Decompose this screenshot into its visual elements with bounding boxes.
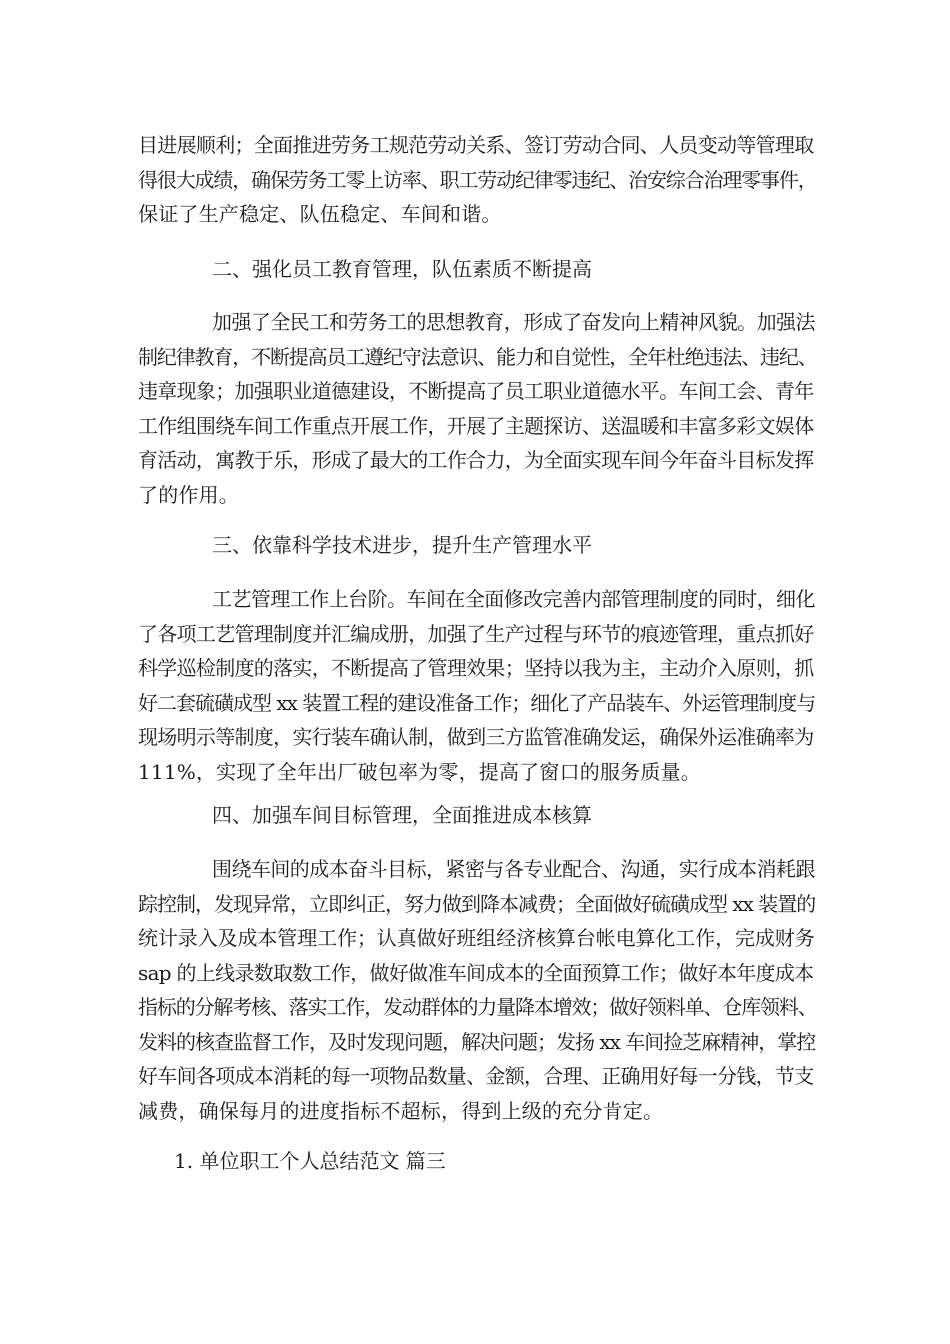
paragraph-line: 发料的核查监督工作，及时发现问题，解决问题；发扬 xx 车间捡芝麻精神，掌控 bbox=[138, 1029, 816, 1054]
paragraph-line: 工作组围绕车间工作重点开展工作，开展了主题探访、送温暖和丰富多彩文娱体 bbox=[138, 413, 814, 438]
paragraph-line: 统计录入及成本管理工作；认真做好班组经济核算台帐电算化工作，完成财务 bbox=[138, 926, 815, 950]
paragraph-line: 违章现象；加强职业道德建设，不断提高了员工职业道德水平。车间工会、青年 bbox=[138, 379, 814, 403]
paragraph-line: 减费，确保每月的进度指标不超标，得到上级的充分肯定。 bbox=[138, 1098, 664, 1123]
paragraph-line: 指标的分解考核、落实工作，发动群体的力量降本增效；做好领料单、仓库领料、 bbox=[138, 995, 817, 1019]
paragraph-line: 制纪律教育，不断提高员工遵纪守法意识、能力和自觉性，全年杜绝违法、违纪、 bbox=[138, 344, 817, 369]
paragraph-line: 围绕车间的成本奋斗目标，紧密与各专业配合、沟通，实行成本消耗跟 bbox=[212, 857, 815, 881]
paragraph-line: 好二套硫磺成型 xx 装置工程的建设准备工作；细化了产品装车、外运管理制度与 bbox=[138, 690, 816, 715]
list-heading: 1. 单位职工个人总结范文 篇三 bbox=[174, 1149, 446, 1173]
paragraph-line: 工艺管理工作上台阶。车间在全面修改完善内部管理制度的同时，细化 bbox=[212, 587, 815, 611]
paragraph-line: 加强了全民工和劳务工的思想教育，形成了奋发向上精神风貌。加强法 bbox=[212, 310, 815, 334]
paragraph-3 bbox=[138, 582, 818, 789]
paragraph-line: 踪控制，发现异常，立即纠正，努力做到降本减费；全面做好硫磺成型 xx 装置的 bbox=[138, 891, 816, 916]
paragraph-line: 得很大成绩，确保劳务工零上访率、职工劳动纪律零违纪、治安综合治理零事件， bbox=[138, 167, 817, 192]
paragraph-line: 了的作用。 bbox=[138, 482, 239, 507]
paragraph-line: 保证了生产稳定、队伍稳定、车间和谐。 bbox=[138, 202, 502, 226]
paragraph-line: 目进展顺利；全面推进劳务工规范劳动关系、签订劳动合同、人员变动等管理取 bbox=[138, 133, 814, 157]
section-heading-3: 三、依靠科学技术进步，提升生产管理水平 bbox=[212, 533, 592, 557]
section-heading-2: 二、强化员工教育管理，队伍素质不断提高 bbox=[212, 257, 592, 281]
section-heading-4: 四、加强车间目标管理，全面推进成本核算 bbox=[212, 803, 592, 827]
paragraph-line: 育活动，寓教于乐，形成了最大的工作合力，为全面实现车间今年奋斗目标发挥 bbox=[138, 448, 814, 472]
paragraph-line: 了各项工艺管理制度并汇编成册，加强了生产过程与环节的痕迹管理，重点抓好 bbox=[138, 621, 814, 646]
paragraph-line: 好车间各项成本消耗的每一项物品数量、金额，合理、正确用好每一分钱，节支 bbox=[138, 1064, 814, 1088]
paragraph-line: 科学巡检制度的落实，不断提高了管理效果；坚持以我为主，主动介入原则，抓 bbox=[138, 656, 814, 680]
paragraph-4 bbox=[138, 852, 818, 1128]
paragraph-line: 111%，实现了全年出厂破包率为零，提高了窗口的服务质量。 bbox=[138, 759, 701, 784]
paragraph-line: 现场明示等制度，实行装车确认制，做到三方监管准确发运，确保外运准确率为 bbox=[138, 725, 814, 749]
paragraph-2 bbox=[138, 305, 818, 512]
paragraph-1 bbox=[138, 128, 818, 232]
paragraph-line: sap 的上线录数取数工作，做好做准车间成本的全面预算工作；做好本年度成本 bbox=[138, 960, 814, 985]
